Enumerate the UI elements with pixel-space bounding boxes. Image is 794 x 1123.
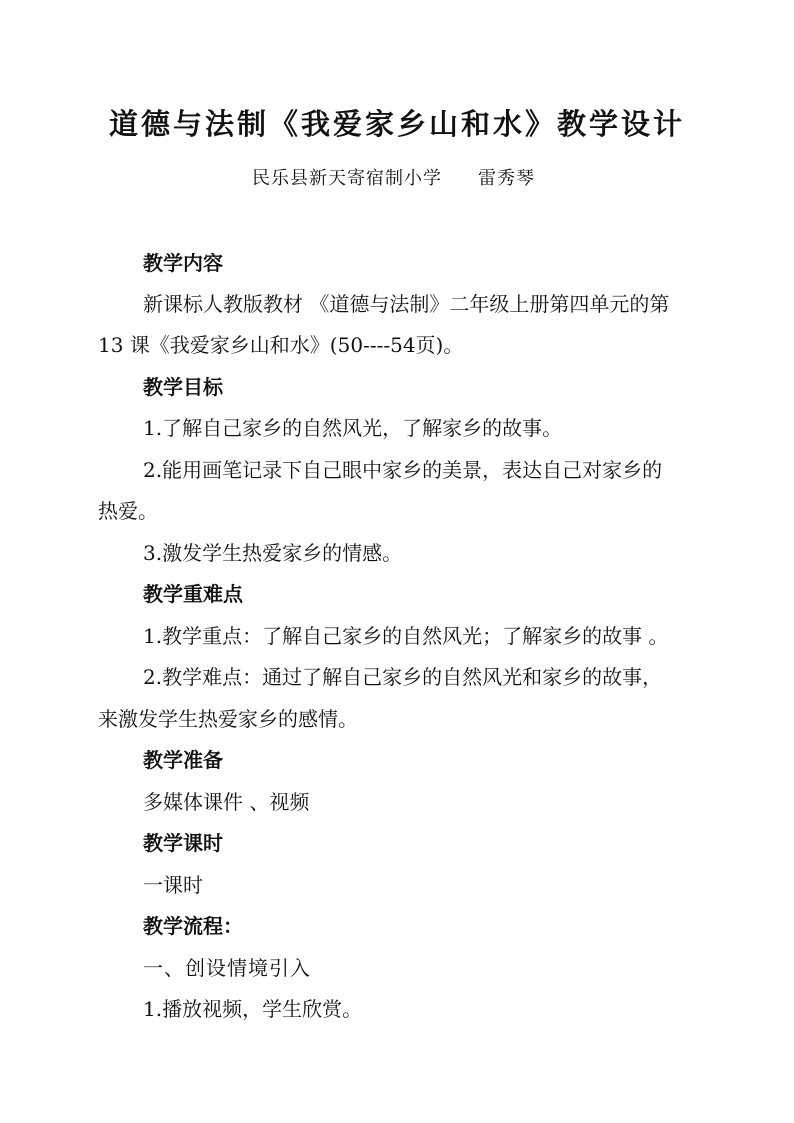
section-heading-content: 教学内容 xyxy=(143,251,223,275)
key-point-item-2-line-2: 来激发学生热爱家乡的感情。 xyxy=(98,707,358,731)
content-text-line-1: 新课标人教版教材 《道德与法制》二年级上册第四单元的第 xyxy=(143,292,670,316)
goal-item-3: 3.激发学生热爱家乡的情感。 xyxy=(143,541,403,565)
process-step-1-item-1: 1.播放视频，学生欣赏。 xyxy=(143,997,363,1021)
content-text-line-2: 13 课《我爱家乡山和水》(50----54页)。 xyxy=(98,333,464,357)
goal-item-2-line-1: 2.能用画笔记录下自己眼中家乡的美景，表达自己对家乡的 xyxy=(143,458,663,482)
section-heading-key-points: 教学重难点 xyxy=(143,582,243,606)
author-line xyxy=(252,166,535,192)
author-school: 民乐县新天寄宿制小学 xyxy=(252,168,442,189)
hours-text: 一课时 xyxy=(143,873,203,897)
section-heading-goals: 教学目标 xyxy=(143,375,223,399)
key-point-item-2-line-1: 2.教学难点：通过了解自己家乡的自然风光和家乡的故事， xyxy=(143,665,663,689)
goal-item-2-line-2: 热爱。 xyxy=(98,499,158,523)
process-step-1: 一、创设情境引入 xyxy=(143,956,311,980)
section-heading-process: 教学流程： xyxy=(143,914,243,938)
goal-item-1: 1.了解自己家乡的自然风光，了解家乡的故事。 xyxy=(143,416,563,440)
document-title: 道德与法制《我爱家乡山和水》教学设计 xyxy=(108,107,685,141)
key-point-item-1: 1.教学重点：了解自己家乡的自然风光；了解家乡的故事 。 xyxy=(143,624,669,648)
section-heading-hours: 教学课时 xyxy=(143,831,223,855)
preparation-text: 多媒体课件 、视频 xyxy=(143,790,310,814)
section-heading-preparation: 教学准备 xyxy=(143,748,223,772)
author-name: 雷秀琴 xyxy=(478,168,535,189)
